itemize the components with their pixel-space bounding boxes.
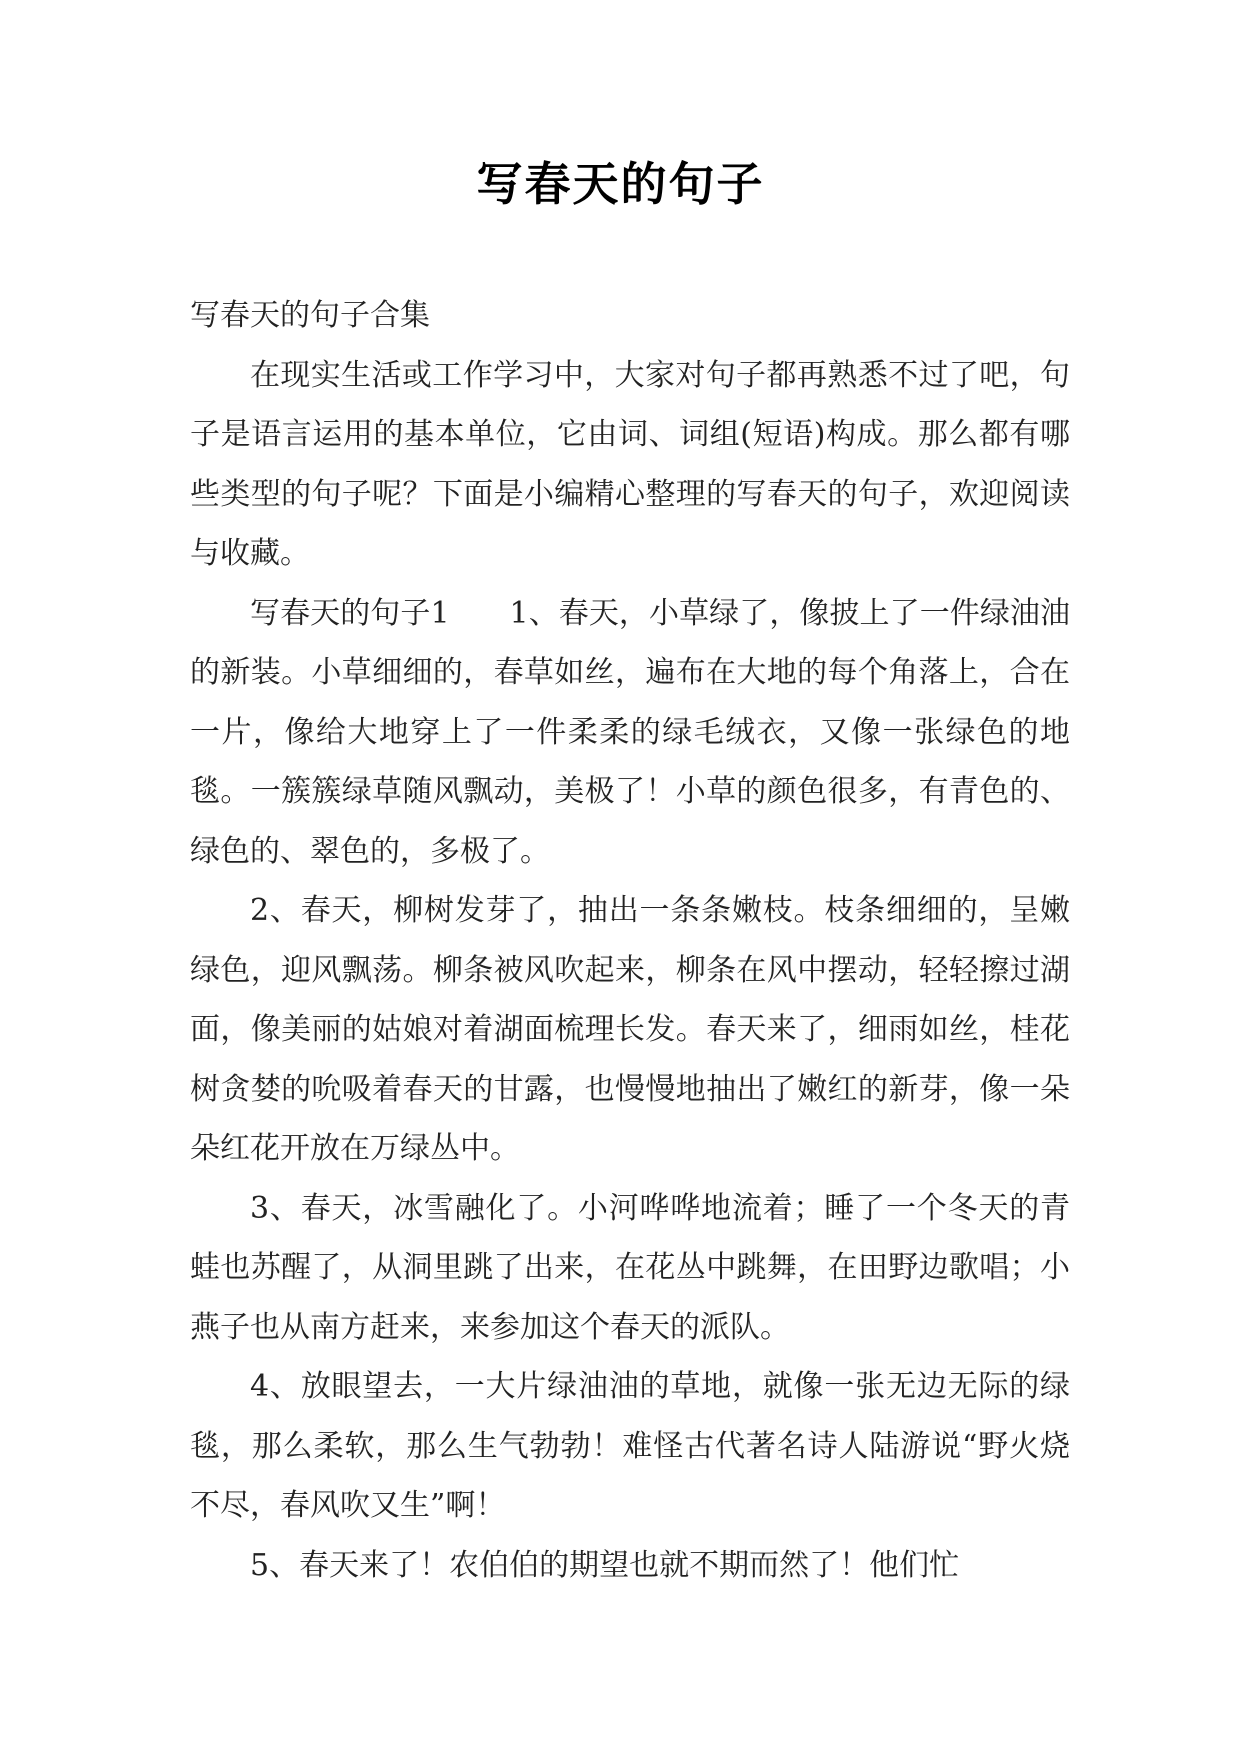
document-subtitle: 写春天的句子合集 xyxy=(190,298,430,333)
document-body xyxy=(190,286,1070,1595)
item-paragraph-5: 5、春天来了！农伯伯的期望也就不期而然了！他们忙 xyxy=(250,1547,960,1583)
item-paragraph-1 xyxy=(190,584,1070,882)
item-text-1: 1、春天，小草绿了，像披上了一件绿油油的新装。小草细细的，春草如丝，遍布在大地的每个角落上，合在一片，像给大地穿上了一件柔柔的绿毛绒衣，又像一张绿色的地毯。一簇簇绿草随风飘动，美极了！小草的颜色很多，有青色的、绿色的、翠色的，多极了。 xyxy=(190,595,1070,869)
item-paragraph-4: 4、放眼望去，一大片绿油油的草地，就像一张无边无际的绿毯，那么柔软，那么生气勃勃！难怪古代著名诗人陆游说“野火烧不尽，春风吹又生”啊！ xyxy=(190,1369,1070,1523)
document-title: 写春天的句子 xyxy=(476,157,765,211)
section-heading: 写春天的句子1 xyxy=(250,595,450,631)
intro-paragraph: 在现实生活或工作学习中，大家对句子都再熟悉不过了吧，句子是语言运用的基本单位，它由词、词组(短语)构成。那么都有哪些类型的句子呢？下面是小编精心整理的写春天的句子，欢迎阅读与收藏。 xyxy=(190,357,1070,571)
item-paragraph-3: 3、春天，冰雪融化了。小河哗哗地流着；睡了一个冬天的青蛙也苏醒了，从洞里跳了出来，在花丛中跳舞，在田野边歌唱；小燕子也从南方赶来，来参加这个春天的派队。 xyxy=(190,1190,1070,1345)
item-paragraph-2: 2、春天，柳树发芽了，抽出一条条嫩枝。枝条细细的，呈嫩绿色，迎风飘荡。柳条被风吹起来，柳条在风中摆动，轻轻擦过湖面，像美丽的姑娘对着湖面梳理长发。春天来了，细雨如丝，桂花树贪婪的吮吸着春天的甘露，也慢慢地抽出了嫩红的新芽，像一朵朵红花开放在万绿丛中。 xyxy=(190,893,1070,1166)
